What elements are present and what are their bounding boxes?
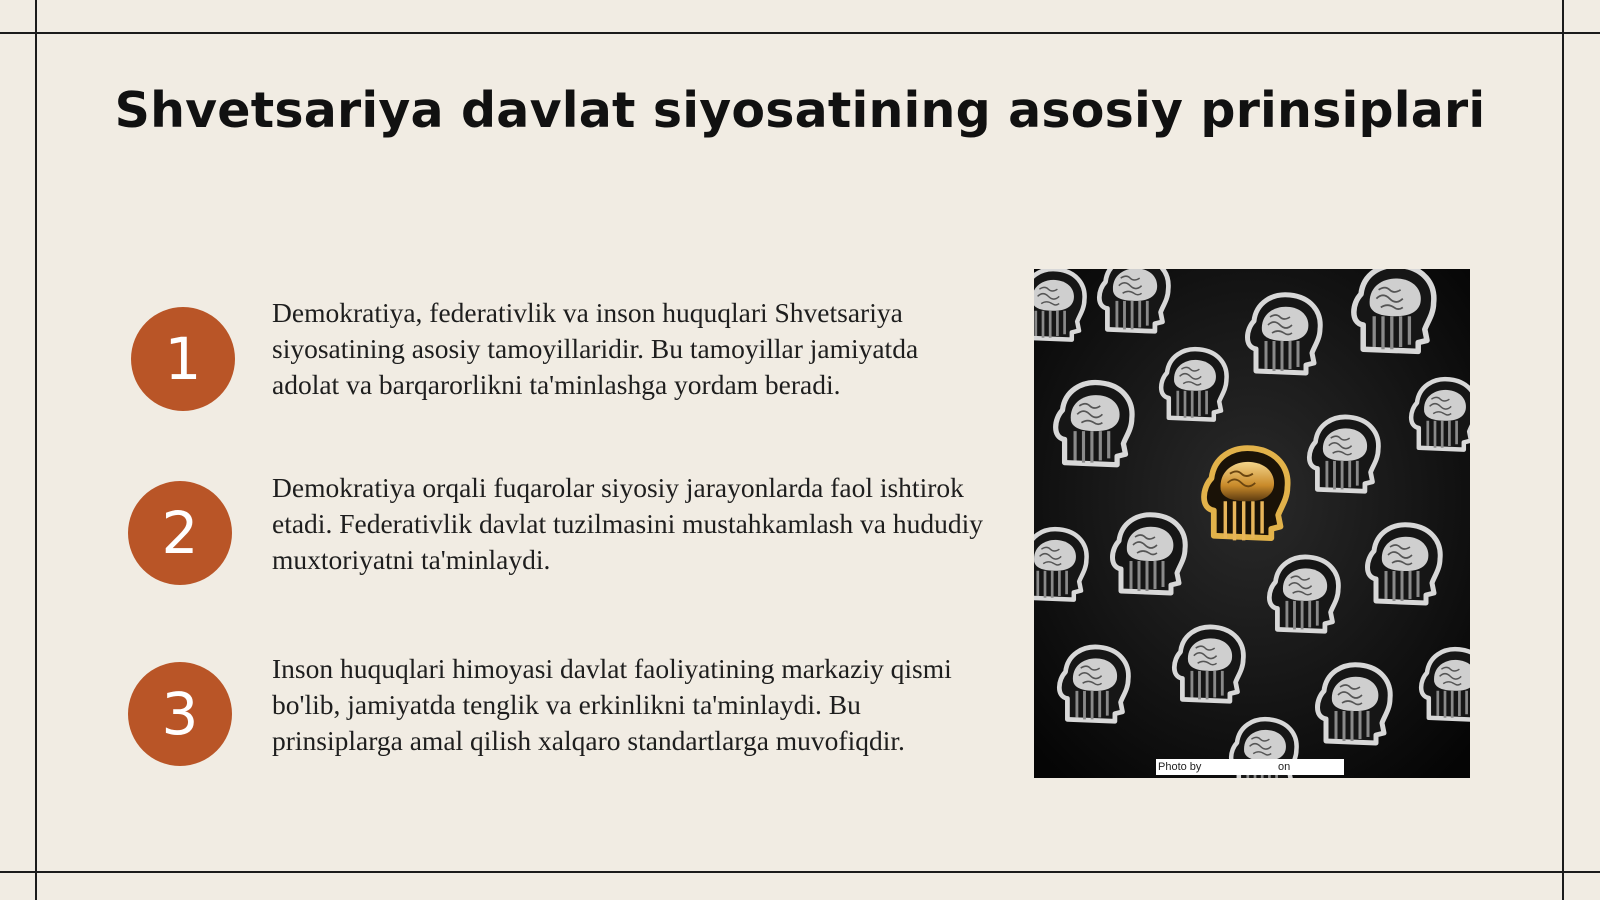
item-text-1: Demokratiya, federativlik va inson huquqlari Shvetsariya siyosatining asosiy tamoyillaridir. Bu tamoyillar jamiyatda adolat va barqarorlikni ta'minlashga yordam beradi. (272, 297, 919, 400)
list-item-1 (128, 297, 1008, 415)
heads-photo (1034, 269, 1470, 778)
item-text-3: Inson huquqlari himoyasi davlat faoliyatining markaziy qismi bo'lib, jamiyatda tenglik va erkinlikni ta'minlaydi. Bu prinsiplarga amal qilish xalqaro standartlarga muvofiqdir. (272, 653, 952, 756)
golden-head (1204, 448, 1288, 540)
photo-credit-prefix: Photo by (1158, 761, 1202, 773)
photo-credit (1156, 759, 1344, 775)
list-item-3 (128, 653, 1008, 771)
item-text-2: Demokratiya orqali fuqarolar siyosiy jarayonlarda faol ishtirok etadi. Federativlik davlat tuzilmasini mustahkamlash va hududiy muxtoriyatni ta'minlaydi. (272, 472, 984, 575)
list-item-2 (128, 472, 1008, 590)
photo-credit-on: on (1278, 761, 1291, 773)
slide-title: Shvetsariya davlat siyosatining asosiy prinsiplari (114, 82, 1486, 139)
number-badge-2: 2 (128, 481, 232, 585)
top-rule (0, 32, 1600, 34)
brain-heads-illustration (1034, 269, 1470, 778)
number-badge-3: 3 (128, 662, 232, 766)
bottom-rule (0, 871, 1600, 873)
number-badge-1: 1 (131, 307, 235, 411)
